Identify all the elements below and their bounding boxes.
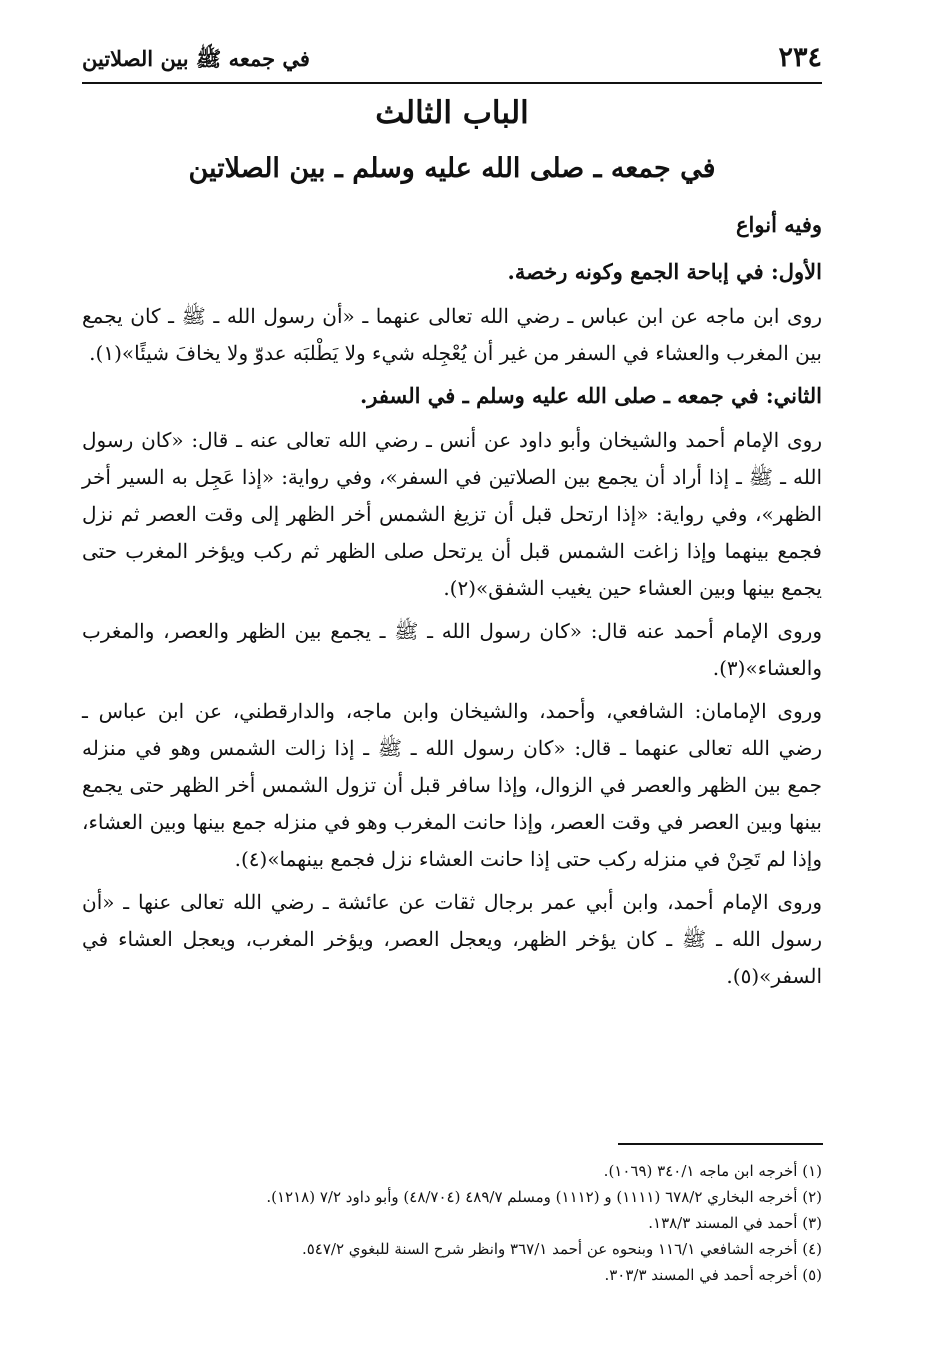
- paragraph: روى الإمام أحمد والشيخان وأبو داود عن أنس ـ رضي الله تعالى عنه ـ قال: «كان رسول الله ـ ﷺ ـ إذا أراد أن يجمع بين الصلاتين في السفر»، وفي رواية: «إذا عَجِل به السير أخر الظهر»، وفي رواية: «إذا ارتحل قبل أن تزيغ الشمس أخر الظهر إلى وقت العصر ثم نزل فجمع بينهما وإذا زاغت الشمس قبل أن يرتحل صلى الظهر ثم ركب ويؤخر المغرب حتى يجمع بينها وبين العشاء حين يغيب الشفق»(٢).: [82, 428, 822, 600]
- page-number: ٢٣٤: [778, 42, 822, 73]
- section-heading-second: الثاني: في جمعه ـ صلى الله عليه وسلم ـ في السفر.: [359, 383, 822, 408]
- running-header: [82, 38, 822, 84]
- chapter-title: الباب الثالث: [375, 95, 529, 131]
- footnote: (١) أخرجه ابن ماجه ٣٤٠/١ (١٠٦٩).: [603, 1162, 822, 1180]
- paragraph: وروى الإمام أحمد، وابن أبي عمر برجال ثقات عن عائشة ـ رضي الله تعالى عنها ـ «أن رسول الله ـ ﷺ ـ كان يؤخر الظهر، ويعجل العصر، ويؤخر المغرب، ويعجل العشاء في السفر»(٥).: [82, 890, 822, 988]
- chapter-subtitle: في جمعه ـ صلى الله عليه وسلم ـ بين الصلاتين: [188, 153, 716, 184]
- paragraph: وروى الإمام أحمد عنه قال: «كان رسول الله ـ ﷺ ـ يجمع بين الظهر والعصر، والمغرب والعشاء»(٣).: [82, 619, 822, 680]
- paragraph: وروى الإمامان: الشافعي، وأحمد، والشيخان وابن ماجه، والدارقطني، عن ابن عباس ـ رضي الله تعالى عنهما ـ قال: «كان رسول الله ـ ﷺ ـ إذا زالت الشمس وهو في منزله جمع بين الظهر والعصر في الزوال، وإذا سافر قبل أن تزول الشمس أخر الظهر حتى يجمع بينها وبين العصر في وقت العصر، وإذا حانت المغرب وهو في منزله جمع بينها وبين العشاء، وإذا لم تَحِنْ في منزله ركب حتى إذا حانت العشاء نزل فجمع بينهما»(٤).: [82, 699, 822, 871]
- page-body: [82, 208, 822, 1001]
- footnotes: [82, 1158, 822, 1288]
- footnote: (٤) أخرجه الشافعي ١١٦/١ وبنحوه عن أحمد ٣٦٧/١ وانظر شرح السنة للبغوي ٥٤٧/٢.: [301, 1240, 822, 1258]
- running-title: في جمعه ﷺ بين الصلاتين: [82, 46, 310, 71]
- footnote: (٣) أحمد في المسند ١٣٨/٣.: [648, 1214, 822, 1232]
- intro-line: وفيه أنواع: [736, 212, 822, 237]
- paragraph: روى ابن ماجه عن ابن عباس ـ رضي الله تعالى عنهما ـ «أن رسول الله ـ ﷺ ـ كان يجمع بين المغرب والعشاء في السفر من غير أن يُعْجِله شيء ولا يَطْلبَه عدوّ ولا يخافَ شيئًا»(١).: [82, 304, 822, 365]
- footnote: (٢) أخرجه البخاري ٦٧٨/٢ (١١١١) و (١١١٢) ومسلم ٤٨٩/٧ (٤٨/٧٠٤) وأبو داود ٧/٢ (١٢١٨).: [266, 1188, 822, 1206]
- footnote: (٥) أخرجه أحمد في المسند ٣٠٣/٣.: [604, 1266, 822, 1284]
- section-heading-first: الأول: في إباحة الجمع وكونه رخصة.: [507, 259, 822, 284]
- footnote-separator: [618, 1143, 823, 1145]
